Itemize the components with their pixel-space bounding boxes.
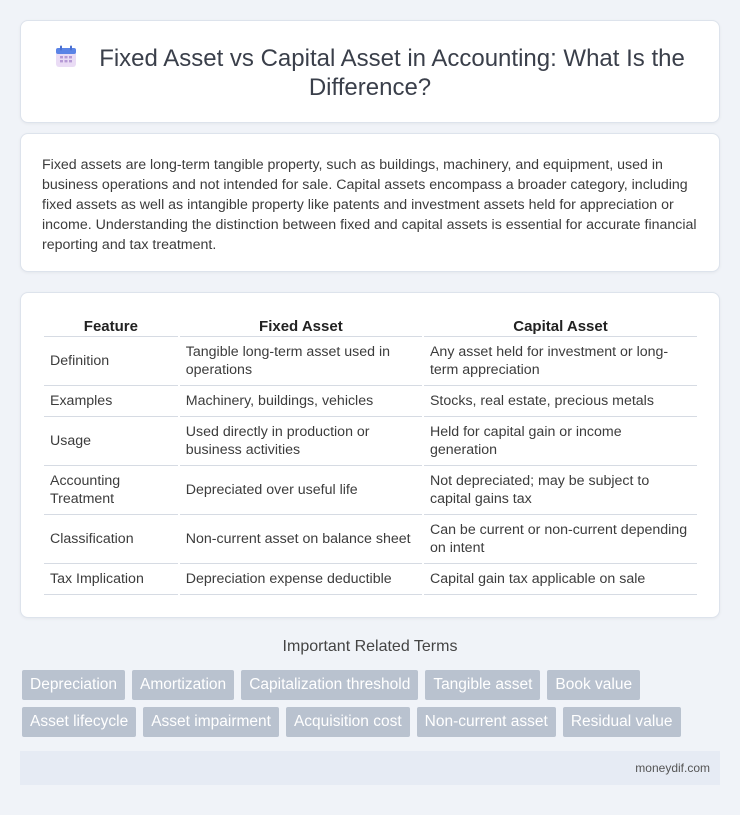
intro-paragraph: Fixed assets are long-term tangible property, such as buildings, machinery, and equipment, used in business operations and not intended for sale. Capital assets encompass a broader category, including fixed assets as well as intangible property like patents and investment assets held for appreciation or income. Understanding the distinction between fixed and capital assets is essential for accurate financial reporting and tax treatment. <box>42 157 697 253</box>
term-tag[interactable]: Book value <box>547 670 640 700</box>
page-title-text: Fixed Asset vs Capital Asset in Accounting: What Is the Difference? <box>99 45 685 101</box>
term-tag[interactable]: Amortization <box>132 670 234 700</box>
capital-asset-cell: Held for capital gain or income generation <box>424 417 697 466</box>
fixed-asset-cell: Depreciated over useful life <box>180 466 422 515</box>
table-row <box>44 337 697 386</box>
term-tag[interactable]: Residual value <box>563 707 681 737</box>
header-capital-asset: Capital Asset <box>424 315 697 337</box>
table-row <box>44 417 697 466</box>
intro-card <box>20 133 720 272</box>
table-row <box>44 466 697 515</box>
fixed-asset-cell: Machinery, buildings, vehicles <box>180 386 422 417</box>
capital-asset-cell: Can be current or non-current depending on intent <box>424 515 697 564</box>
title-wrap <box>21 44 719 102</box>
header-feature: Feature <box>44 315 178 337</box>
feature-cell: Classification <box>44 515 178 564</box>
fixed-asset-cell: Tangible long-term asset used in operations <box>180 337 422 386</box>
feature-cell: Accounting Treatment <box>44 466 178 515</box>
feature-cell: Usage <box>44 417 178 466</box>
term-tag[interactable]: Acquisition cost <box>286 707 410 737</box>
term-tag[interactable]: Asset impairment <box>143 707 279 737</box>
term-tag[interactable]: Asset lifecycle <box>22 707 136 737</box>
fixed-asset-cell: Non-current asset on balance sheet <box>180 515 422 564</box>
fixed-asset-cell: Used directly in production or business activities <box>180 417 422 466</box>
feature-cell: Examples <box>44 386 178 417</box>
related-terms-list <box>22 670 712 744</box>
feature-cell: Tax Implication <box>44 564 178 595</box>
capital-asset-cell: Any asset held for investment or long-term appreciation <box>424 337 697 386</box>
footer <box>20 751 720 785</box>
capital-asset-cell: Stocks, real estate, precious metals <box>424 386 697 417</box>
comparison-card <box>20 292 720 618</box>
title-card <box>20 20 720 123</box>
term-tag[interactable]: Tangible asset <box>425 670 540 700</box>
calendar-icon <box>55 45 77 69</box>
header-fixed-asset: Fixed Asset <box>180 315 422 337</box>
footer-site-link[interactable]: moneydif.com <box>635 761 710 775</box>
capital-asset-cell: Not depreciated; may be subject to capital gains tax <box>424 466 697 515</box>
term-tag[interactable]: Capitalization threshold <box>241 670 418 700</box>
comparison-table <box>42 315 699 595</box>
capital-asset-cell: Capital gain tax applicable on sale <box>424 564 697 595</box>
term-tag[interactable]: Non-current asset <box>417 707 556 737</box>
feature-cell: Definition <box>44 337 178 386</box>
fixed-asset-cell: Depreciation expense deductible <box>180 564 422 595</box>
term-tag[interactable]: Depreciation <box>22 670 125 700</box>
table-header-row <box>44 315 697 337</box>
table-row <box>44 515 697 564</box>
related-terms-heading: Important Related Terms <box>282 638 458 655</box>
table-row <box>44 564 697 595</box>
table-row <box>44 386 697 417</box>
page-title <box>55 45 685 101</box>
